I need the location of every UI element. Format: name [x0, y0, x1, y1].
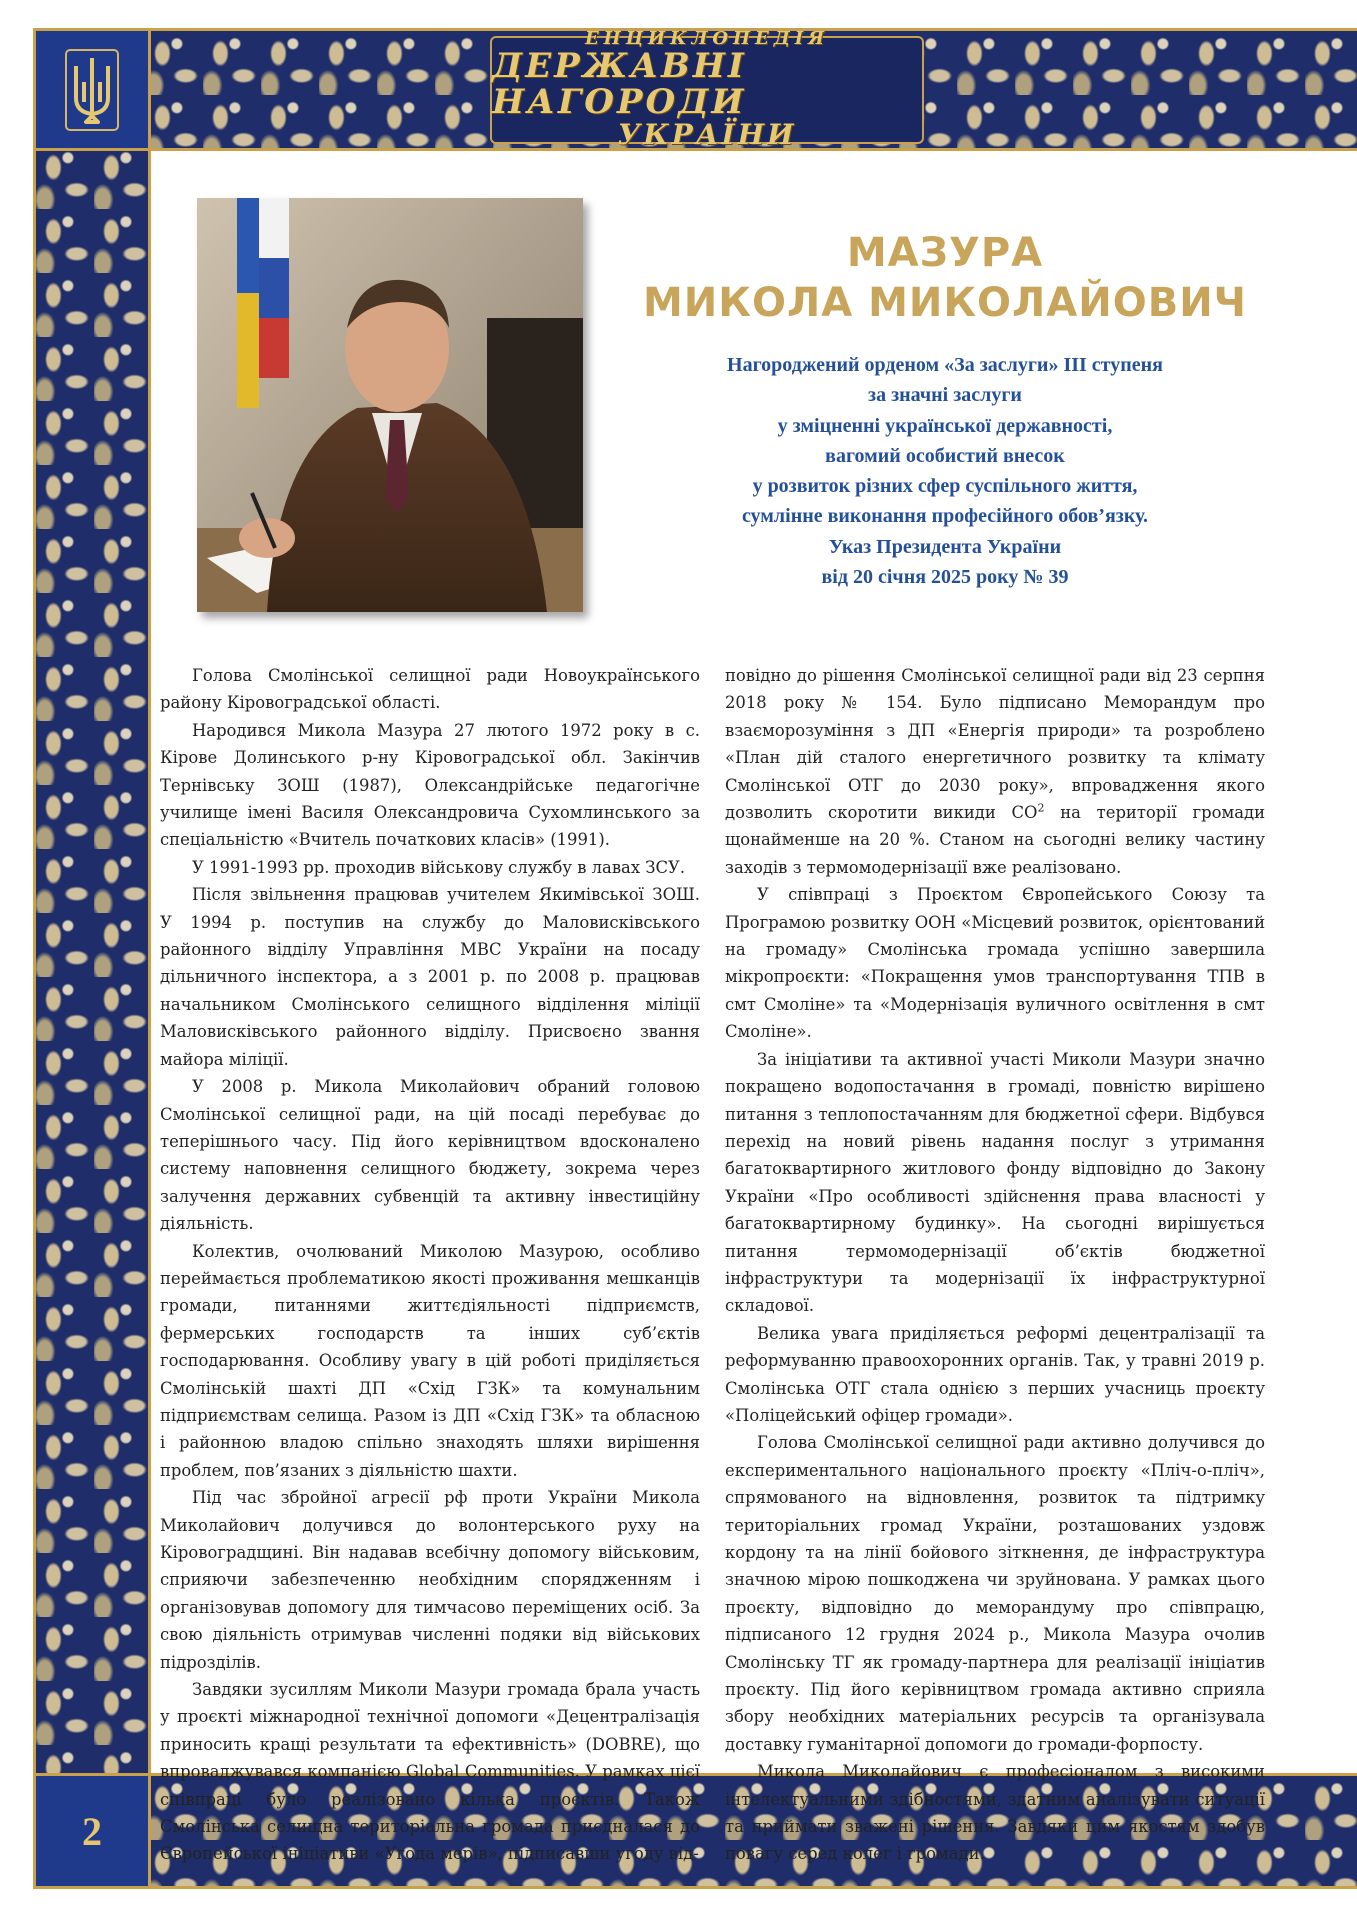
- award-line: сумлінне виконання професійного обов’язку.: [741, 505, 1149, 528]
- body-paragraph: Велика увага приділяється реформі децентралізації та реформуванню правоохоронних органів. Так, у травні 2019 р. Смолінська ОТГ стала однією з перших учасниць проєкту «Поліцейський офіцер громади».: [725, 1323, 1265, 1425]
- body-column-right: [725, 662, 1265, 1868]
- body-paragraph: Голова Смолінської селищної ради активно долучився до експериментального національного проєкту «Пліч-о-пліч», спрямованого на відновлення, розвиток та підтримку територіальних громад України, розташованих уздовж кордону та на лінії бойового зіткнення, де інфраструктура значною мірою пошкоджена чи зруйнована. У рамках цього проєкту, відповідно до меморандуму про співпрацю, підписаного 12 грудня 2024 р., Микола Мазура очолив Смолінську ТГ як громаду-партнера для реалізації ініціатив проєкту. Під його керівництвом громада активно сприяла збору необхідних матеріальних ресурсів та організувала доставку гуманітарної допомоги до громади-форпосту.: [725, 1433, 1265, 1754]
- body-paragraph: Після звільнення працював учителем Якимівської ЗОШ. У 1994 р. поступив на службу до Маловисківського районного відділу Управління МВС України на посаду дільничного інспектора, а з 2001 р. по 2008 р. працював начальником Смолінського селищного відділення міліції Маловисківського районного відділу. Присвоєно звання майора міліції.: [160, 885, 700, 1069]
- subscript-number: 2: [1037, 801, 1045, 815]
- body-text: повідно до рішення Смолінської селищної ради від 23 серпня 2018 року № 154. Було підписано Меморандум про взаєморозуміння з ДП «Енергія природи» та розроблено «План дій сталого енергетичного розвитку та клімату Смолінської ОТГ до 2030 року», впровадження якого дозволить скоротити викиди СО: [725, 666, 1265, 823]
- body-paragraph: У 1991-1993 рр. проходив військову службу в лавах ЗСУ.: [192, 857, 686, 877]
- body-paragraph: Завдяки зусиллям Миколи Мазури громада брала участь у проєкті міжнародної технічної допомоги «Децентралізація приносить кращі результати та ефективність» (DOBRE), що впроваджувався компанією Global Communities. У рамках цієї співпраці було реалізовано кілька проєктів. Також Смолінська селищна територіальна громада приєдналася до Європейської ініціативи «Угода мерів», підписавши угоду від-: [160, 1680, 700, 1864]
- body-text: на території громади щонайменше на 20 %. Станом на сьогодні велику частину заходів з термомодернізації вже реалізовано.: [725, 803, 1265, 877]
- portrait-photo: [197, 198, 583, 612]
- emblem-corner: [33, 28, 151, 151]
- ornament-left-border: [33, 145, 151, 1773]
- body-paragraph: Колектив, очолюваний Миколою Мазурою, особливо переймається проблематикою якості проживання мешканців громади, питаннями життєдіяльності підприємств, фермерських господарств та інших суб’єктів господарювання. Особливу увагу в цій роботі приділяється Смолінській шахті ДП «Схід ГЗК» та комунальним підприємствам селища. Разом із ДП «Схід ГЗК» та обласною і районною владою спільно знаходять шляхи вирішення проблем, пов’язаних з діяльністю шахти.: [160, 1241, 700, 1480]
- body-paragraph: Під час збройної агресії рф проти України Микола Миколайович долучився до волонтерського руху на Кіровоградщині. Він надавав всебічну допомогу військовим, сприяючи забезпеченню необхідним спорядженням і організовував допомогу для тимчасово переміщених осіб. За свою діяльність отримував численні подяки від військових підрозділів.: [160, 1488, 700, 1672]
- banner-line-1: ЕНЦИКЛОПЕДІЯ: [584, 28, 830, 50]
- body-paragraph: Народився Микола Мазура 27 лютого 1972 року в с. Кірове Долинського р-ну Кіровоградської обл. Закінчив Тернівську ЗОШ (1987), Олександрійське педагогічне училище імені Василя Олександровича Сухомлинського за спеціальністю «Вчитель початкових класів» (1991).: [160, 720, 700, 850]
- body-paragraph: Голова Смолінської селищної ради Новоукраїнського району Кіровоградської області.: [160, 666, 700, 713]
- award-line: у розвиток різних сфер суспільного життя,: [752, 475, 1138, 498]
- person-given-names: МИКОЛА МИКОЛАЙОВИЧ: [642, 280, 1247, 326]
- award-line: Указ Президента України: [828, 535, 1062, 558]
- award-citation: [620, 350, 1270, 592]
- body-paragraph: За ініціативи та активної участі Миколи Мазури значно покращено водопостачання в громаді, повністю вирішено питання з теплопостачанням для бюджетної сфери. Відбувся перехід на новий рівень надання послуг з утримання багатоквартирного житлового фонду відповідно до Закону України «Про особливості здійснення права власності у багатоквартирному будинку». На сьогодні вирішується питання термомодернізації об’єктів бюджетної інфраструктури та модернізації їх інфраструктурної складової.: [725, 1049, 1265, 1316]
- body-paragraph: У співпраці з Проєктом Європейського Союзу та Програмою розвитку ООН «Місцевий розвиток, орієнтований на громаду» Смолінська громада успішно завершила мікропроєкти: «Покращення умов транспортування ТПВ в смт Смоліне» та «Модернізація вуличного освітлення в смт Смоліне».: [725, 885, 1265, 1042]
- trident-icon: [62, 46, 122, 134]
- person-surname: МАЗУРА: [846, 230, 1044, 276]
- person-name: [620, 228, 1270, 328]
- encyclopedia-banner: [490, 28, 924, 152]
- award-line: від 20 січня 2025 року № 39: [821, 566, 1069, 589]
- award-line: Нагороджений орденом «За заслуги» ІІІ ступеня: [727, 354, 1163, 376]
- page-number-box: [33, 1773, 151, 1889]
- award-line: вагомий особистий внесок: [825, 444, 1065, 467]
- body-paragraph: Микола Миколайович є професіоналом з високими інтелектуальними здібностями, здатним аналізувати ситуації та приймати зважені рішення. Завдяки цим якостям здобув повагу серед колег і громади.: [725, 1762, 1265, 1864]
- body-paragraph: У 2008 р. Микола Миколайович обраний головою Смолінської селищної ради, на цій посаді перебуває до теперішнього часу. Під його керівництвом вдосконалено систему наповнення селищного бюджету, зокрема через залучення державних субвенцій та активну інвестиційну діяльність.: [160, 1077, 700, 1234]
- award-line: у зміцненні української державності,: [777, 414, 1113, 437]
- page-number: 2: [82, 1808, 102, 1854]
- award-line: за значні заслуги: [868, 384, 1022, 407]
- body-paragraph-continued: [725, 662, 1265, 881]
- banner-line-3: УКРАЇНИ: [617, 118, 797, 152]
- body-column-left: [160, 662, 700, 1868]
- banner-line-2: ДЕРЖАВНІ НАГОРОДИ: [492, 46, 747, 122]
